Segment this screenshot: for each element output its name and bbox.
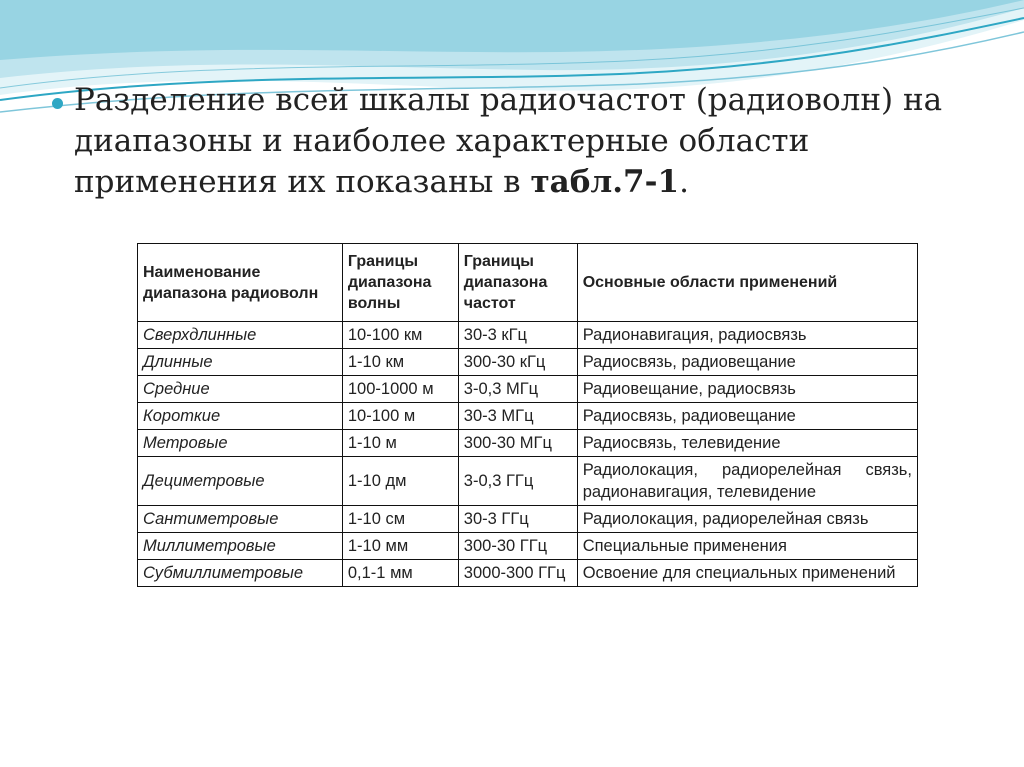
table-row	[138, 430, 918, 457]
band-name-cell: Субмиллиметровые	[138, 560, 343, 587]
header-frequency: Границы диапазона частот	[458, 244, 577, 322]
band-name-cell: Сверхдлинные	[138, 322, 343, 349]
applications-cell: Освоение для специальных применений	[577, 560, 917, 587]
wavelength-cell: 1-10 км	[342, 349, 458, 376]
applications-cell: Радиолокация, радиорелейная связь	[577, 506, 917, 533]
table-row	[138, 376, 918, 403]
band-name-cell: Короткие	[138, 403, 343, 430]
frequency-cell: 300-30 МГц	[458, 430, 577, 457]
table-row	[138, 322, 918, 349]
wavelength-cell: 10-100 км	[342, 322, 458, 349]
table-row	[138, 403, 918, 430]
frequency-cell: 30-3 ГГц	[458, 506, 577, 533]
band-name-cell: Средние	[138, 376, 343, 403]
band-name-cell: Миллиметровые	[138, 533, 343, 560]
wavelength-cell: 10-100 м	[342, 403, 458, 430]
applications-cell: Специальные применения	[577, 533, 917, 560]
applications-cell: Радиосвязь, радиовещание	[577, 349, 917, 376]
radio-bands-table	[137, 243, 918, 587]
applications-cell: Радиовещание, радиосвязь	[577, 376, 917, 403]
table-row	[138, 533, 918, 560]
frequency-cell: 30-3 МГц	[458, 403, 577, 430]
band-name-cell: Длинные	[138, 349, 343, 376]
applications-cell: Радиосвязь, радиовещание	[577, 403, 917, 430]
applications-cell: Радионавигация, радиосвязь	[577, 322, 917, 349]
table-row	[138, 349, 918, 376]
intro-text: Разделение всей шкалы радиочастот (радиоволн) на диапазоны и наиболее характерные области применения их показаны в табл.7-1.	[74, 82, 943, 200]
frequency-cell: 3-0,3 ГГц	[458, 457, 577, 506]
applications-cell: Радиолокация, радиорелейная связь, радионавигация, телевидение	[577, 457, 917, 506]
header-applications: Основные области применений	[577, 244, 917, 322]
wavelength-cell: 1-10 см	[342, 506, 458, 533]
band-name-cell: Сантиметровые	[138, 506, 343, 533]
table-header-row	[138, 244, 918, 322]
wavelength-cell: 100-1000 м	[342, 376, 458, 403]
wavelength-cell: 1-10 мм	[342, 533, 458, 560]
wavelength-cell: 0,1-1 мм	[342, 560, 458, 587]
wavelength-cell: 1-10 м	[342, 430, 458, 457]
frequency-cell: 3-0,3 МГц	[458, 376, 577, 403]
frequency-cell: 30-3 кГц	[458, 322, 577, 349]
table-row	[138, 560, 918, 587]
intro-bullet	[52, 80, 952, 203]
band-name-cell: Метровые	[138, 430, 343, 457]
band-name-cell: Дециметровые	[138, 457, 343, 506]
applications-cell: Радиосвязь, телевидение	[577, 430, 917, 457]
frequency-cell: 300-30 ГГц	[458, 533, 577, 560]
wavelength-cell: 1-10 дм	[342, 457, 458, 506]
header-band-name: Наименование диапазона радиоволн	[138, 244, 343, 322]
header-wavelength: Границы диапазона волны	[342, 244, 458, 322]
table-row	[138, 457, 918, 506]
frequency-cell: 3000-300 ГГц	[458, 560, 577, 587]
table-reference: табл.7-1	[530, 164, 680, 200]
frequency-cell: 300-30 кГц	[458, 349, 577, 376]
bullet-icon	[52, 98, 63, 109]
table-row	[138, 506, 918, 533]
